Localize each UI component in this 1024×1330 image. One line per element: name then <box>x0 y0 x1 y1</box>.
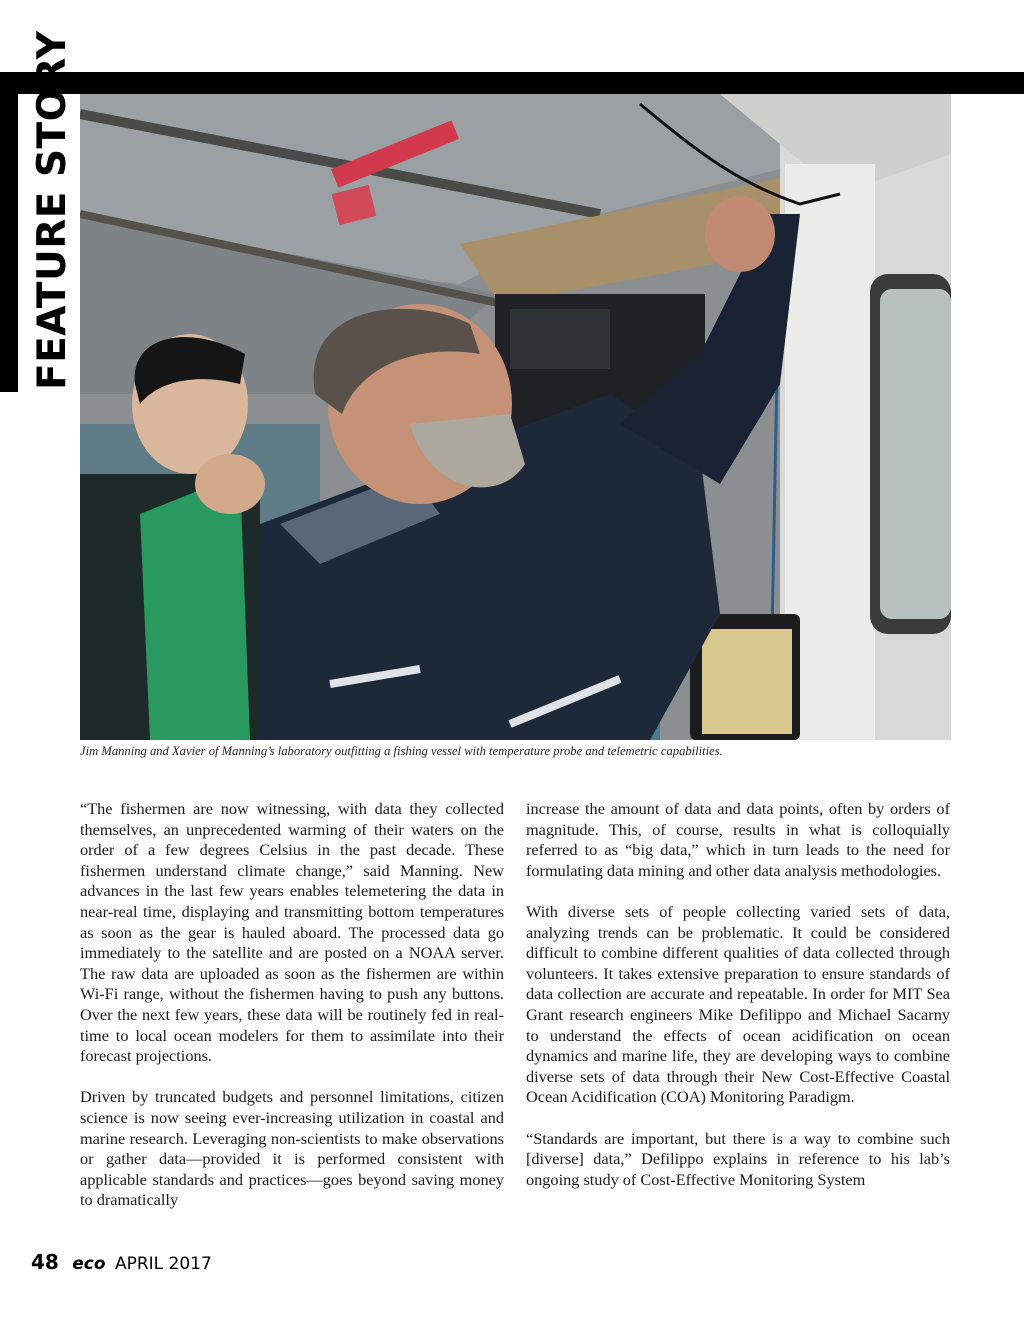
feature-photo <box>80 94 951 740</box>
paragraph: increase the amount of data and data points, often by orders of magnitude. This, of course, results in what is colloquially referred to as “big data,” which in turn leads to the need for formulating data mining and other data analysis methodologies. <box>526 799 950 880</box>
photo-caption: Jim Manning and Xavier of Manning’s laboratory outfitting a fishing vessel with temperature probe and telemetric capabilities. <box>80 744 723 758</box>
photo-illustration <box>80 94 951 740</box>
paragraph: “The fishermen are now witnessing, with data they collected themselves, an unprecedented warming of their waters on the order of a few degrees Celsius in the past decade. These fishermen understand climate change,” said Manning. New advances in the last few years enables telemetering the data in near-real time, displaying and transmitting bottom temperatures as soon as the gear is hauled aboard. The processed data go immediately to the satellite and are posted on a NOAA server. The raw data are uploaded as soon as the fishermen are within Wi-Fi range, without the fishermen having to push any buttons. Over the next few years, these data will be routinely fed in real-time to local ocean modelers for them to assimilate into their forecast projections. <box>80 799 504 1066</box>
page-number: 48 <box>31 1250 59 1274</box>
paragraph: With diverse sets of people collecting varied sets of data, analyzing trends can be problematic. It could be considered difficult to combine different qualities of data collected through volunteers. It takes extensive preparation to ensure standards of data collection are accurate and repeatable. In order for MIT Sea Grant research engineers Mike Defilippo and Michael Sacarny to understand the effects of ocean acidification on ocean dynamics and marine life, they are developing ways to combine diverse sets of data through their New Cost-Effective Coastal Ocean Acidification (COA) Monitoring Paradigm. <box>526 901 950 1107</box>
article-column-left <box>80 799 504 1231</box>
header-rule <box>0 72 1024 94</box>
page-footer <box>31 1250 212 1274</box>
article-column-right <box>526 799 950 1211</box>
section-tab <box>0 72 18 392</box>
issue-date: APRIL 2017 <box>114 1254 212 1274</box>
paragraph: Driven by truncated budgets and personnel limitations, citizen science is now seeing ever-increasing utilization in coastal and marine research. Leveraging non-scientists to make observations or gather data—provided it is performed consistent with applicable standards and practices—goes beyond saving money to dramatically <box>80 1087 504 1210</box>
section-label: FEATURE STORY <box>30 30 75 390</box>
magazine-name: eco <box>72 1254 106 1274</box>
paragraph: “Standards are important, but there is a way to combine such [diverse] data,” Defilippo explains in reference to his lab’s ongoing study of Cost-Effective Monitoring System <box>526 1128 950 1189</box>
